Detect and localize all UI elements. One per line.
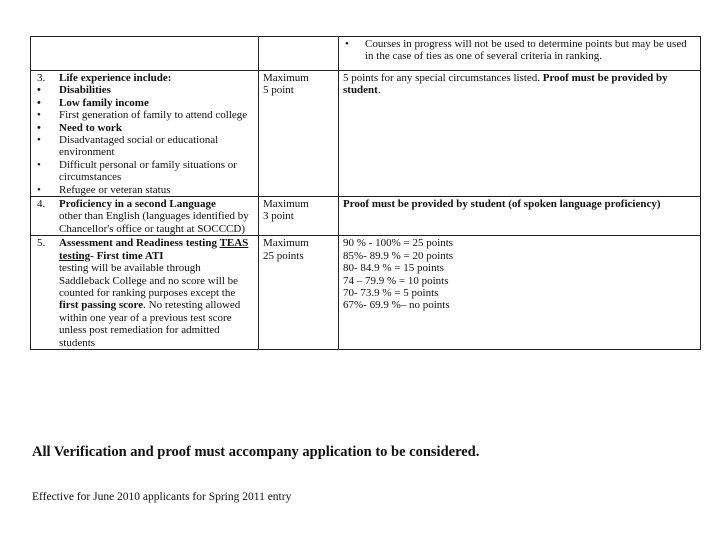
cell-empty [31, 37, 259, 71]
max-value: 25 points [263, 249, 304, 262]
first-passing-score: first passing score [59, 299, 144, 312]
verification-notice: All Verification and proof must accompany application to be considered. [32, 444, 480, 460]
detail-text: . No retesting allowed within one year of a previous test score unless post remediation for admitted students [59, 299, 241, 349]
score-range-item: 80- 84.9 % = 15 points [343, 262, 444, 275]
cell-description [339, 197, 701, 236]
score-range-item: 74 – 79.9 % = 10 points [343, 274, 449, 287]
max-value: 3 point [263, 210, 294, 223]
life-experience-item: • Difficult personal or family situations or circumstances [35, 159, 254, 184]
table-row-continuation [31, 37, 701, 71]
score-range-item: 67%- 69.9 %– no points [343, 299, 450, 312]
max-label: Maximum [263, 237, 309, 250]
cell-criteria [31, 197, 259, 236]
note-list [343, 38, 696, 63]
detail-text: testing will be available through Saddleback College and no score will be counted for ranking purposes except the [59, 262, 239, 299]
table-row-assessment [31, 236, 701, 350]
max-label: Maximum [263, 72, 309, 84]
life-experience-item: • First generation of family to attend college [35, 109, 254, 121]
cell-empty [259, 37, 339, 71]
max-value: 5 point [263, 84, 294, 97]
table-row-language [31, 197, 701, 236]
note-item: • Courses in progress will not be used to determine points but may be used in the case of ties as one of several criteria in ranking. [343, 38, 696, 63]
criteria-heading [35, 237, 254, 262]
criteria-number: 3. [37, 72, 46, 84]
cell-criteria [31, 236, 259, 350]
life-experience-item: • Refugee or veteran status [35, 184, 254, 196]
score-range-item: 85%- 89.9 % = 20 points [343, 249, 454, 262]
criteria-number: 4. [37, 198, 46, 211]
cell-maximum [259, 236, 339, 350]
cell-note [339, 37, 701, 71]
life-experience-item: • Low family income [35, 97, 254, 109]
criteria-number: 5. [37, 237, 46, 250]
life-experience-item: • Disabilities [35, 84, 254, 96]
life-experience-item: • Need to work [35, 122, 254, 134]
score-range-item: 90 % - 100% = 25 points [343, 237, 454, 250]
description-text: 5 points for any special circumstances listed. [343, 72, 543, 84]
criteria-title-suffix: - First time ATI [90, 249, 164, 262]
teas-label: TEAS testing [59, 237, 249, 262]
cell-criteria [31, 71, 259, 197]
criteria-title: Assessment and Readiness testing [59, 237, 217, 250]
cell-maximum [259, 197, 339, 236]
criteria-heading [35, 72, 254, 84]
cell-maximum [259, 71, 339, 197]
life-experience-list [35, 84, 254, 196]
criteria-table [30, 36, 701, 350]
table-row-life-experience [31, 71, 701, 197]
effective-date-note: Effective for June 2010 applicants for Spring 2011 entry [32, 491, 292, 503]
cell-description [339, 236, 701, 350]
criteria-title: Life experience include: [59, 72, 172, 84]
criteria-detail: other than English (languages identified by Chancellor's office or taught at SOCCCD) [59, 210, 249, 235]
cell-description: 5 points for any special circumstances listed. Proof must be provided by student. [339, 71, 701, 197]
proof-required-text: Proof must be provided by student [343, 72, 668, 97]
proof-required-text: Proof must be provided by student (of spoken language proficiency) [343, 198, 661, 211]
life-experience-item: • Disadvantaged social or educational environment [35, 134, 254, 159]
score-scale [343, 237, 696, 311]
score-range-item: 70- 73.9 % = 5 points [343, 286, 439, 299]
criteria-title: Proficiency in a second Language [59, 198, 216, 211]
criteria-detail [35, 262, 254, 349]
criteria-heading [35, 198, 254, 210]
max-label: Maximum [263, 198, 309, 211]
